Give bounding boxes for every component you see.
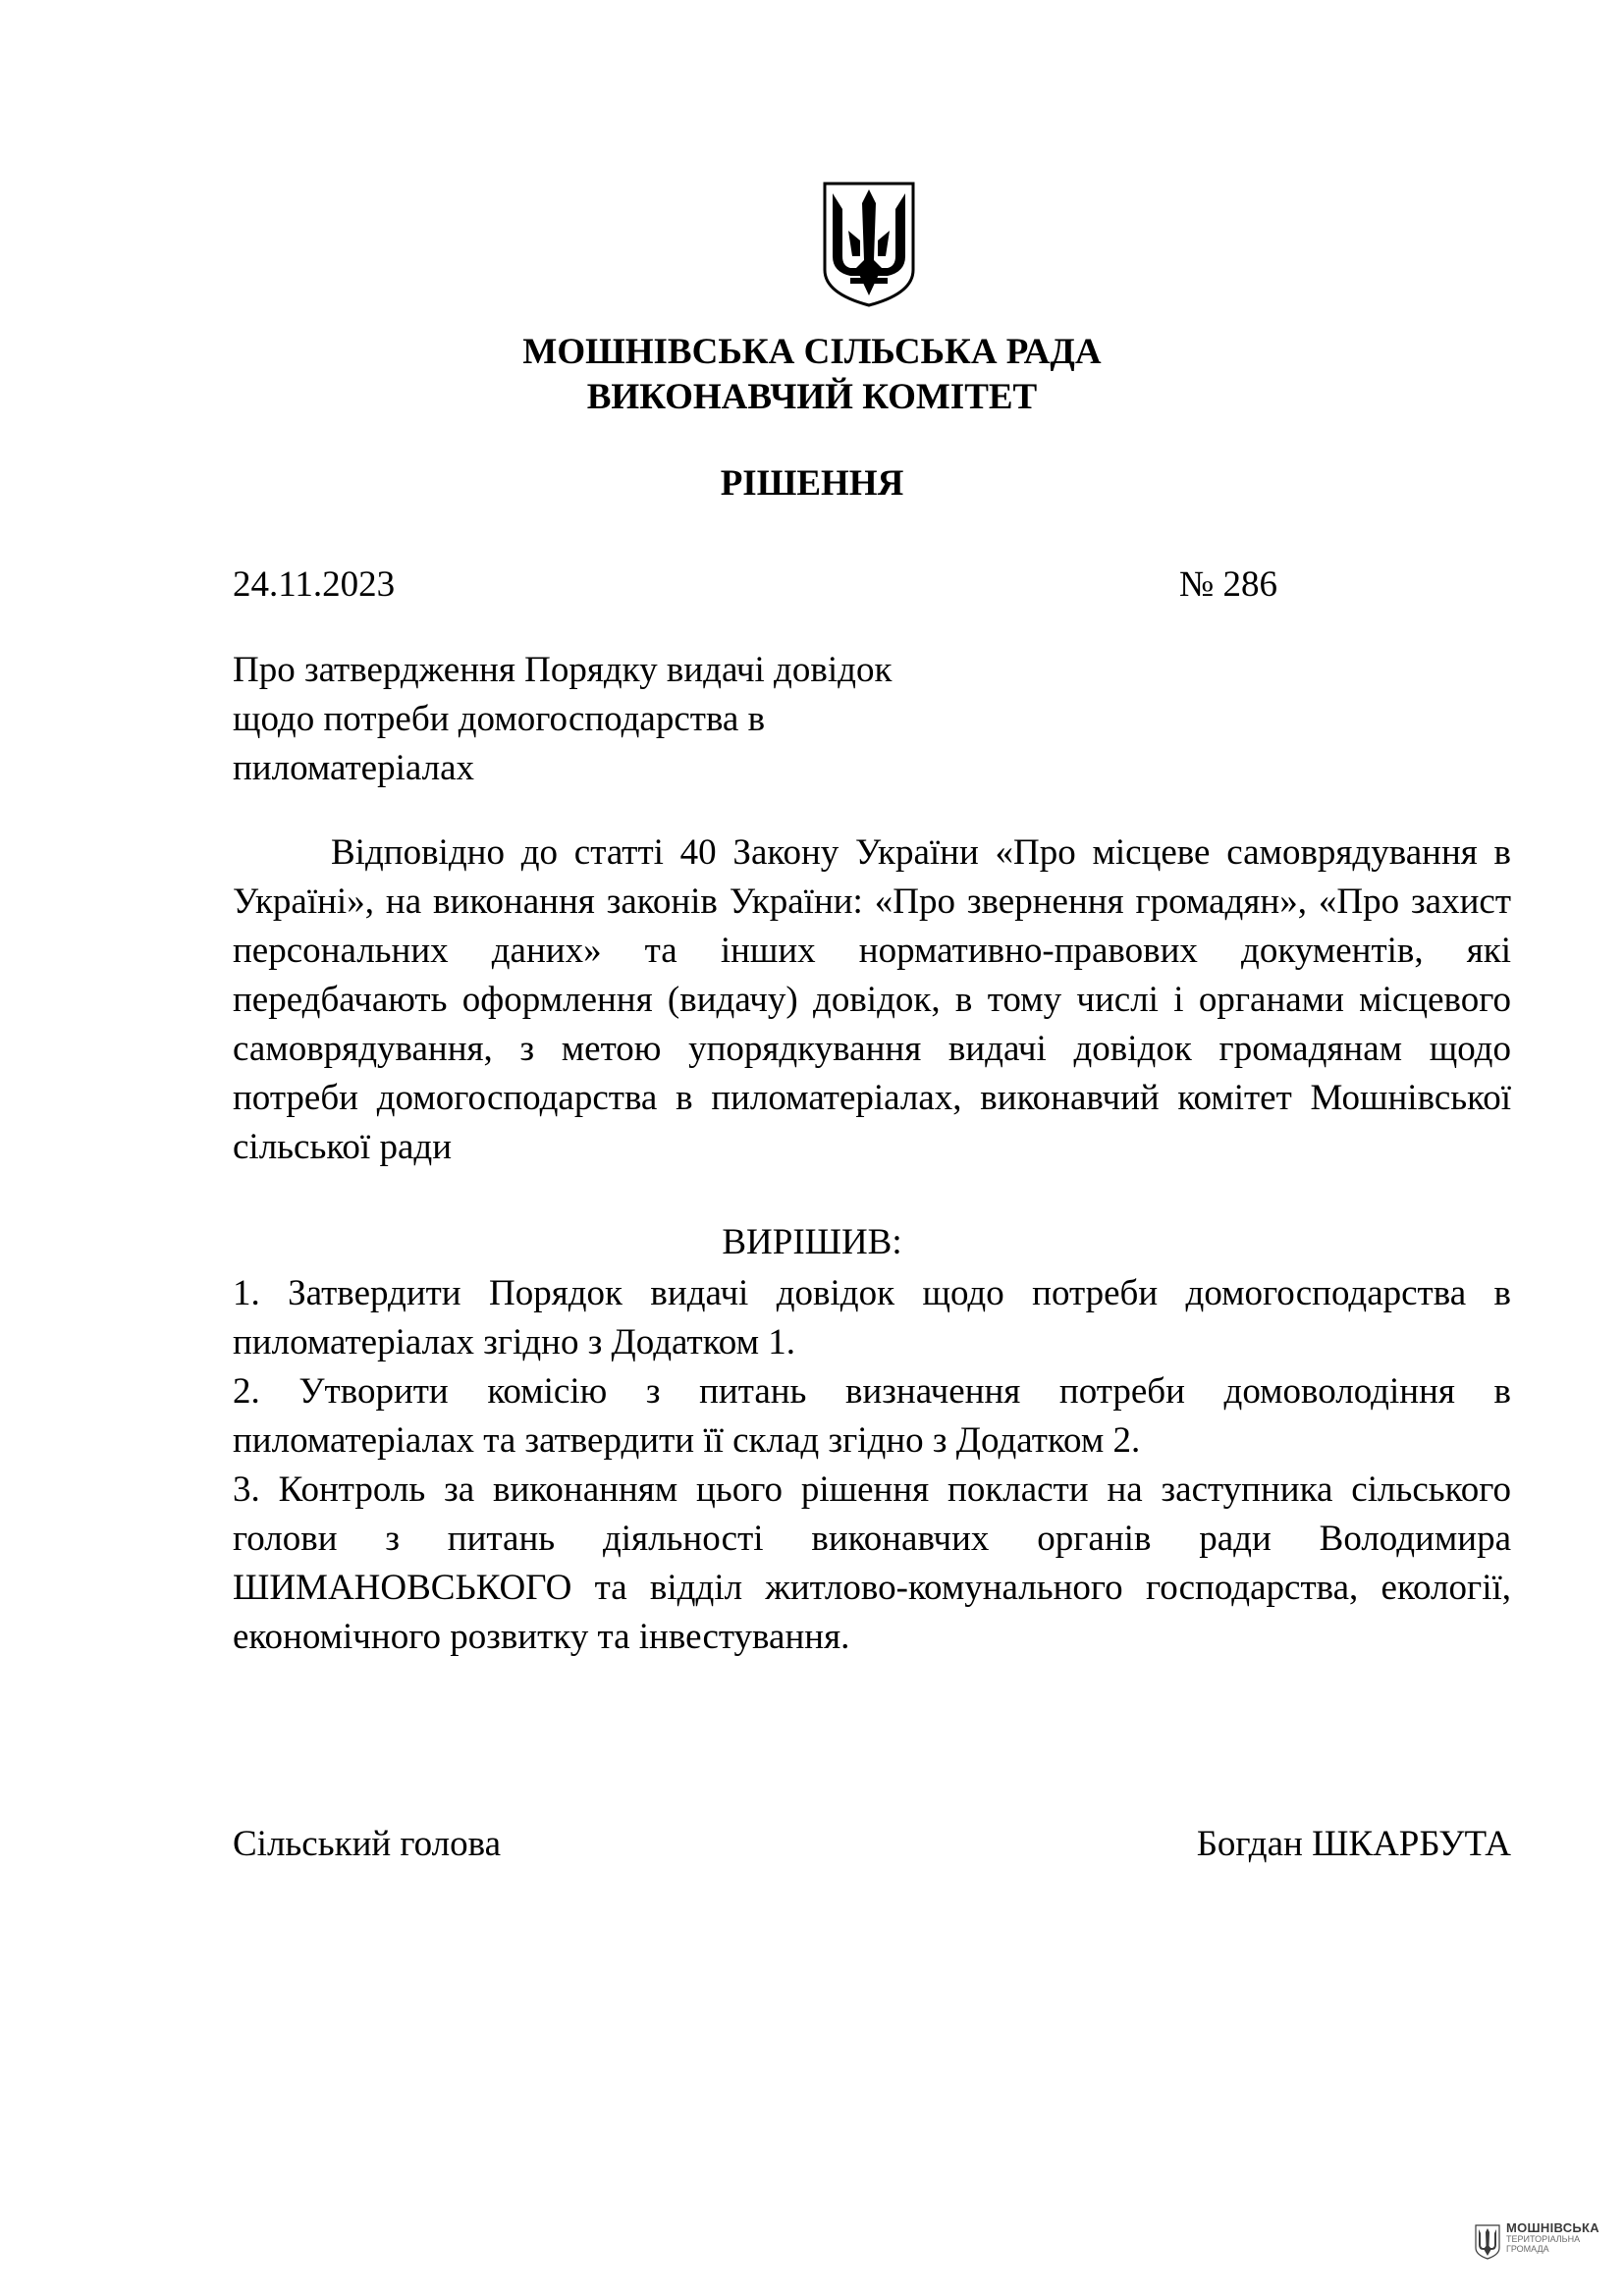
organization-line-1: МОШНІВСЬКА СІЛЬСЬКА РАДА	[522, 332, 1102, 372]
decision-item-2: 2. Утворити комісію з питань визначення потреби домоволодіння в пиломатеріалах та затвердити її склад згідно з Додатком 2.	[233, 1371, 1511, 1461]
organization-line-2: ВИКОНАВЧИЙ КОМІТЕТ	[586, 377, 1038, 417]
subject-line-1: Про затвердження Порядку видачі довідок	[233, 650, 893, 690]
subject-line-3: пиломатеріалах	[233, 748, 474, 788]
document-date: 24.11.2023	[233, 564, 396, 605]
document-meta	[233, 562, 1277, 608]
trident-icon	[1475, 2224, 1500, 2260]
preamble-paragraph: Відповідно до статті 40 Закону України «Про місцеве самоврядування в Україні», на виконання законів України: «Про звернення громадян», «Про захист персональних даних» та інших нормативно-правових документів, які передбачають оформлення (видачу) довідок, в тому числі і органами місцевого самоврядування, з метою упорядкування видачі довідок громадянам щодо потреби домогосподарства в пиломатеріалах, виконавчий комітет Мошнівської сільської ради	[233, 832, 1511, 1167]
logo-main-text: МОШНІВСЬКА	[1506, 2220, 1599, 2235]
document-number: № 286	[1178, 564, 1277, 605]
subject-line-2: щодо потреби домогосподарства в	[233, 699, 766, 739]
decision-item-3: 3. Контроль за виконанням цього рішення покласти на заступника сільського голови з питань діяльності виконавчих органів ради Володимира ШИМАНОВСЬКОГО та відділ житлово-комунального господарства, екології, економічного розвитку та інвестування.	[233, 1469, 1511, 1657]
community-logo-text	[1506, 2222, 1599, 2254]
logo-sub-text-2: ГРОМАДА	[1506, 2244, 1549, 2254]
signature-block	[233, 1820, 1511, 1869]
signatory-position: Сільський голова	[233, 1824, 502, 1864]
document-type: РІШЕННЯ	[720, 463, 904, 504]
logo-sub-text-1: ТЕРИТОРІАЛЬНА	[1506, 2234, 1581, 2244]
decision-item-1: 1. Затвердити Порядок видачі довідок щодо потреби домогосподарства в пиломатеріалах згідно з Додатком 1.	[233, 1273, 1511, 1362]
document-subject	[233, 646, 979, 793]
community-logo	[1475, 2220, 1624, 2279]
decided-heading: ВИРІШИВ:	[722, 1222, 902, 1262]
organization-name	[0, 330, 1624, 420]
decision-items	[233, 1269, 1511, 1662]
signatory-name: Богдан ШКАРБУТА	[1196, 1824, 1511, 1864]
trident-icon	[821, 180, 917, 309]
